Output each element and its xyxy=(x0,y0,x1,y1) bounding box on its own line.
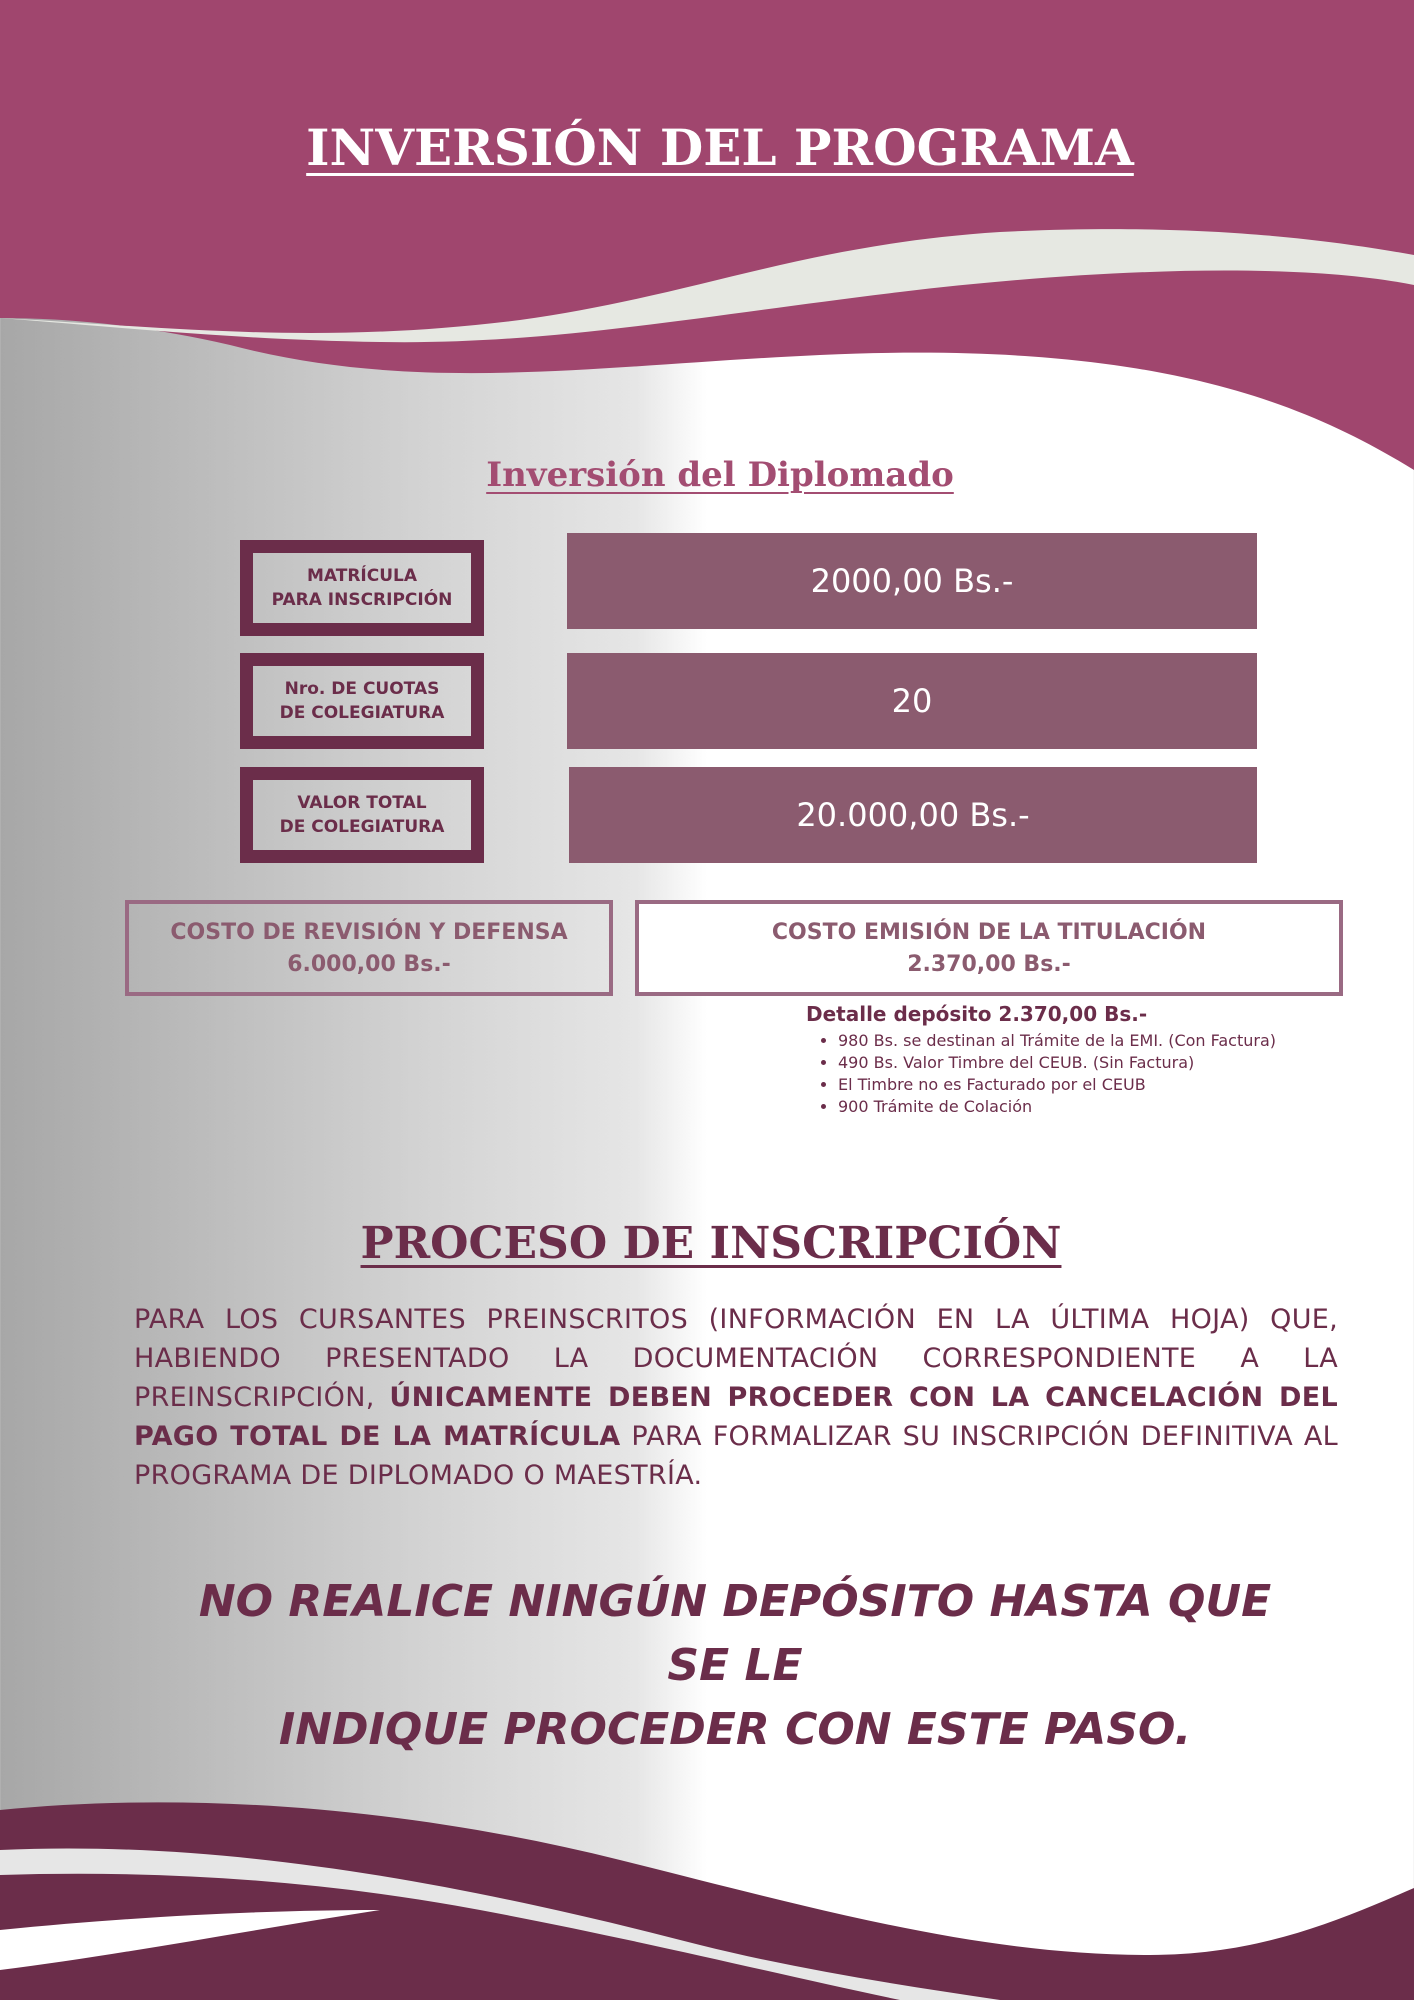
header-wave-background xyxy=(0,0,1414,480)
revision-cost-amount: 6.000,00 Bs.- xyxy=(287,952,451,977)
deposit-detail-title: Detalle depósito 2.370,00 Bs.- xyxy=(806,1002,1148,1026)
list-item: • 900 Trámite de Colación xyxy=(838,1096,1326,1118)
enrollment-label-box xyxy=(240,540,484,636)
enrollment-label: MATRÍCULA PARA INSCRIPCIÓN xyxy=(271,566,453,610)
total-tuition-value: 20.000,00 Bs.- xyxy=(569,767,1257,863)
deposit-detail-list xyxy=(806,1030,1326,1118)
process-text-part-2: PARA FORMALIZAR SU INSCRIPCIÓN DEFINITIVA AL PROGRAMA DE DIPLOMADO O MAESTRÍA. xyxy=(134,1421,1339,1491)
list-item: • 490 Bs. Valor Timbre del CEUB. (Sin Factura) xyxy=(838,1052,1326,1074)
titulacion-cost-amount: 2.370,00 Bs.- xyxy=(907,952,1071,977)
titulacion-cost-box xyxy=(635,900,1343,996)
installments-label-box xyxy=(240,653,484,749)
installments-value: 20 xyxy=(567,653,1257,749)
list-item: • El Timbre no es Facturado por el CEUB xyxy=(838,1074,1326,1096)
total-tuition-label: VALOR TOTAL DE COLEGIATURA xyxy=(279,793,445,837)
warning-line-1: NO REALICE NINGÚN DEPÓSITO HASTA QUE SE LE xyxy=(198,1576,1272,1691)
revision-cost-box xyxy=(125,900,613,996)
revision-cost-label: COSTO DE REVISIÓN Y DEFENSA xyxy=(170,920,568,945)
deposit-detail xyxy=(806,1002,1326,1118)
registration-process-text xyxy=(134,1300,1338,1495)
page-title: INVERSIÓN DEL PROGRAMA xyxy=(306,118,1134,177)
installments-label: Nro. DE CUOTAS DE COLEGIATURA xyxy=(279,679,445,723)
titulacion-cost-label: COSTO EMISIÓN DE LA TITULACIÓN xyxy=(771,920,1207,945)
diplomado-investment-title: Inversión del Diplomado xyxy=(486,455,954,495)
deposit-warning xyxy=(180,1570,1290,1762)
total-tuition-label-box xyxy=(240,767,484,863)
list-item: • 980 Bs. se destinan al Trámite de la EMI. (Con Factura) xyxy=(838,1030,1326,1052)
registration-process-title: PROCESO DE INSCRIPCIÓN xyxy=(360,1218,1062,1269)
footer-wave-background xyxy=(0,1780,1414,2000)
process-text-bold: ÚNICAMENTE DEBEN PROCEDER CON LA CANCELACIÓN DEL PAGO TOTAL DE LA MATRÍCULA xyxy=(134,1382,1338,1452)
warning-line-2: INDIQUE PROCEDER CON ESTE PASO. xyxy=(278,1704,1192,1755)
enrollment-value: 2000,00 Bs.- xyxy=(567,533,1257,629)
process-text-part-1: PARA LOS CURSANTES PREINSCRITOS (INFORMACIÓN EN LA ÚLTIMA HOJA) QUE, HABIENDO PRESENTADO LA DOCUMENTACIÓN CORRESPONDIENTE A LA PREINSCRIPCIÓN, xyxy=(134,1304,1338,1413)
